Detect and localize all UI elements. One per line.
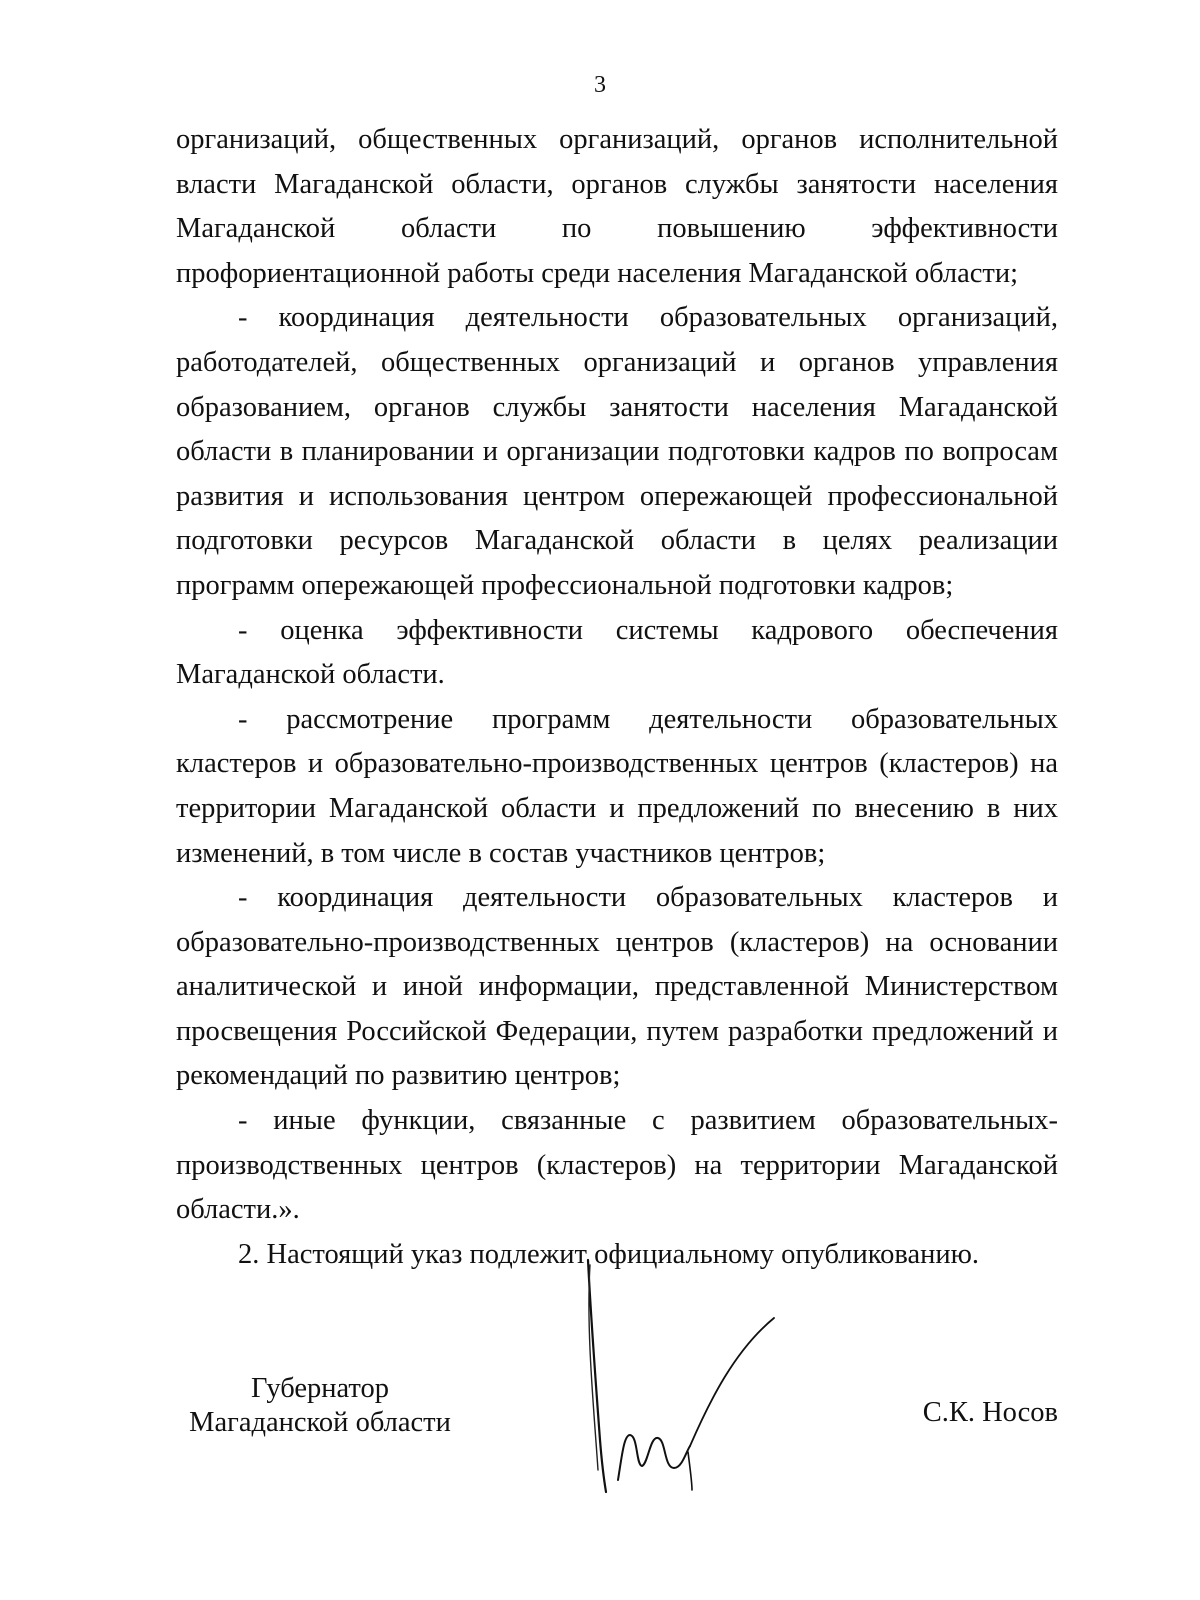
document-body [176, 118, 1058, 1277]
paragraph-cluster-coordination: - координация деятельности образовательных кластеров и образовательно-производственных центров (кластеров) на основании аналитической и иной информации, представленной Министерством просвещения Российской Федерации, путем разработки предложений и рекомендаций по развитию центров; [176, 882, 1058, 1092]
paragraph-continuation: организаций, общественных организаций, органов исполнительной власти Магаданской области, органов службы занятости населения Магаданской области по повышению эффективности профориентационной работы среди населения Магаданской области; [176, 124, 1058, 289]
paragraph-cluster-programs: - рассмотрение программ деятельности образовательных кластеров и образовательно-производственных центров (кластеров) на территории Магаданской области и предложений по внесению в них изменений, в том числе в состав участников центров; [176, 703, 1058, 869]
paragraph-publication: 2. Настоящий указ подлежит официальному опубликованию. [238, 1238, 980, 1270]
paragraph-coordination-training: - координация деятельности образовательных организаций, работодателей, общественных организаций и органов управления образованием, органов службы занятости населения Магаданской области в планировании и организации подготовки кадров по вопросам развития и использования центром опережающей профессиональной подготовки ресурсов Магаданской области в целях реализации программ опережающей профессиональной подготовки кадров; [176, 302, 1058, 601]
handwritten-signature-icon [560, 1240, 800, 1510]
signatory-name: С.К. Носов [922, 1397, 1058, 1428]
paragraph-other-functions: - иные функции, связанные с развитием образовательных-производственных центров (кластеров) на территории Магаданской области.». [176, 1105, 1058, 1226]
signatory-title-line1: Губернатор [250, 1373, 390, 1404]
signatory-title-line2: Магаданской области [189, 1407, 451, 1438]
page-number: 3 [594, 72, 606, 98]
signatory-title [180, 1372, 460, 1440]
paragraph-efficiency-assessment: - оценка эффективности системы кадрового обеспечения Магаданской области. [176, 614, 1058, 691]
